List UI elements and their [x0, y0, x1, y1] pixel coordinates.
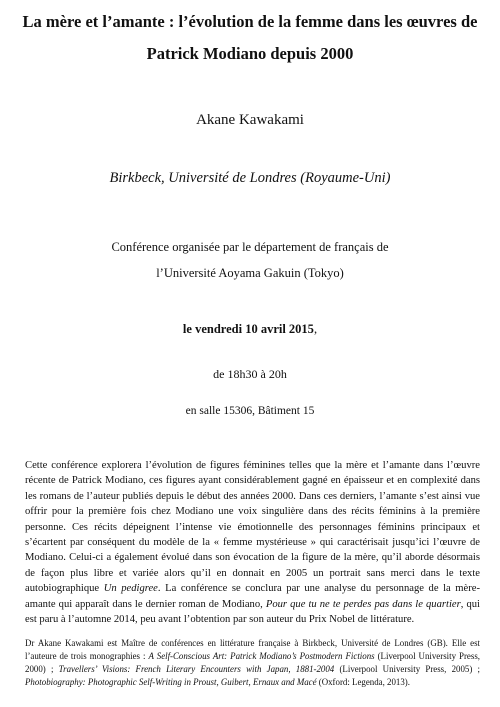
conference-line-2: l’Université Aoyama Gakuin (Tokyo) — [156, 266, 344, 280]
abstract-work-title-1: Un pedigree — [103, 583, 158, 595]
event-date-suffix: , — [313, 322, 318, 336]
event-date-bold: le vendredi 10 avril 2015 — [182, 322, 314, 336]
event-time: de 18h30 à 20h — [213, 367, 287, 381]
abstract-work-title-2: Pour que tu ne te perdes pas dans le quartier — [265, 598, 461, 610]
abstract-text-3: , qui est paru à l’automne 2014, peu avant l’obtention par son auteur du Prix Nobel de littérature. — [25, 598, 480, 626]
bio-book-title-2: Travellers’ Visions: French Literary Encounters with Japan, 1881-2004 — [58, 664, 335, 674]
abstract-paragraph — [25, 458, 480, 627]
event-room: en salle 15306, Bâtiment 15 — [185, 405, 315, 417]
conference-line-1: Conférence organisée par le département de français de — [111, 240, 389, 254]
bio-text-1: Dr Akane Kawakami est Maître de conférences en littérature française à Birkbeck, Université de Londres (GB). Elle est l’auteure de trois monographies : — [25, 638, 480, 661]
bio-text-4: (Oxford: Legenda, 2013). — [316, 677, 410, 687]
bio-text-3: (Liverpool University Press, 2005) ; — [334, 664, 480, 674]
author-bio — [25, 637, 480, 689]
abstract-text-2: . La conférence se conclura par une analyse du personnage de la mère-amante qui apparaît dans le dernier roman de Modiano, — [25, 583, 480, 610]
conference-organizer — [0, 234, 500, 286]
author-name: Akane Kawakami — [196, 112, 304, 128]
bio-book-title-3: Photobiography: Photographic Self-Writing in Proust, Guibert, Ernaux and Macé — [25, 677, 317, 687]
event-date — [0, 322, 500, 337]
bio-book-title-1: A Self-Conscious Art: Patrick Modiano’s Postmodern Fictions — [148, 651, 375, 661]
abstract-text-1: Cette conférence explorera l’évolution de figures féminines telles que la mère et l’amante dans l’œuvre récente de Patrick Modiano, ces figures ayant considérablement gagné en épaisseur et en complexité dans les romans de l’auteur publiés depuis le début des années 2000. Dans ces derniers, l’amante s’est ainsi vue offrir pour la première fois chez Modiano une voix singulière dans des récits féminins à la première personne. Ces récits dépeignent l’intense vie émotionnelle des personnages féminins principaux et s’écartent par conséquent du modèle de la « femme mystérieuse » qui caractérisait jusqu’ici l’œuvre de Modiano. Celui-ci a également évolué dans son évocation de la figure de la mère, qu’il aborde désormais de façon plus libre et variée alors qu’il en donnait en 2005 un portrait sans merci dans le texte autobiographique — [25, 460, 480, 595]
bio-text-2: (Liverpool University Press, 2000) ; — [25, 651, 480, 674]
document-title: La mère et l’amante : l’évolution de la femme dans les œuvres de Patrick Modiano depuis 2000 — [22, 12, 478, 63]
author-affiliation: Birkbeck, Université de Londres (Royaume-Uni) — [109, 170, 391, 186]
